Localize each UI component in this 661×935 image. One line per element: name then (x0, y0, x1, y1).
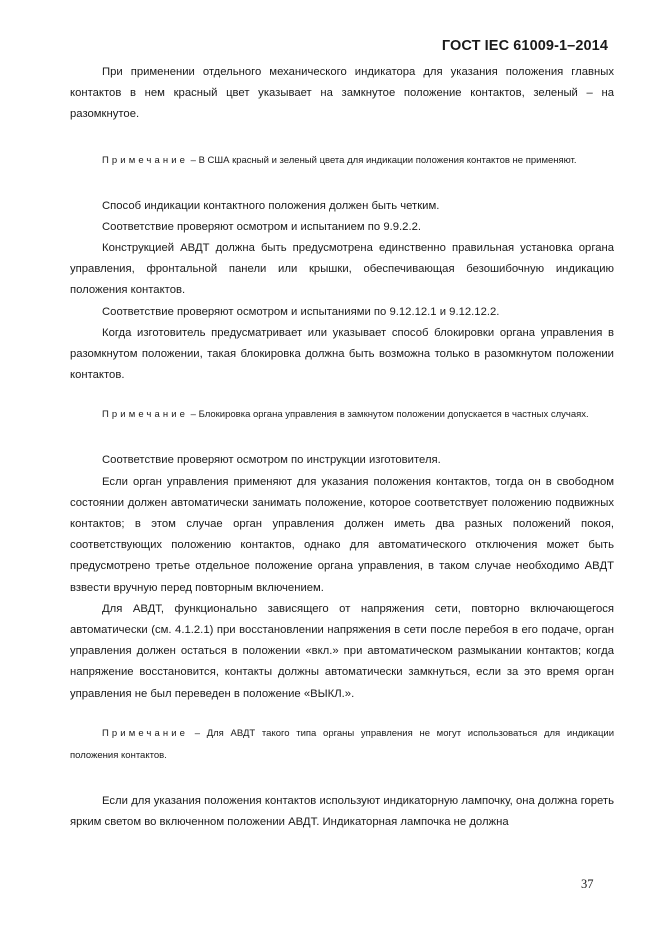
paragraph-compliance-9-12-12: Соответствие проверяют осмотром и испытаниями по 9.12.12.1 и 9.12.12.2. (102, 305, 500, 318)
paragraph-indicator-lamp: Если для указания положения контактов используют индикаторную лампочку, она должна гореть ярким светом во включенном положении АВДТ. Индикаторная лампочка не должна (70, 794, 614, 829)
paragraph-design-installation: Конструкцией АВДТ должна быть предусмотрена единственно правильная установка органа управления, фронтальной панели или крышки, обеспечивающая безошибочную индикацию положения контактов. (70, 242, 614, 297)
note-text: – Для АВДТ такого типа органы управления не могут использоваться для индикации положения контактов. (70, 727, 615, 761)
note-operating-means (70, 723, 614, 767)
paragraph-operating-means: Если орган управления применяют для указания положения контактов, тогда он в свободном состоянии должен автоматически занимать положение, которое соответствует положению подвижных контактов; в этом случае орган управления должен иметь два разных положений покоя, соответствующих положению контактов, однако для автоматического отключения может быть предусмотрено третье отдельное положение органа управления, в таком случае необходимо АВДТ взвести вручную перед повторным включением. (70, 475, 614, 594)
paragraph-compliance-instructions: Соответствие проверяют осмотром по инструкции изготовителя. (102, 454, 441, 467)
paragraph-indication-clear: Способ индикации контактного положения должен быть четким. (102, 199, 440, 212)
note-label: Примечание (102, 409, 188, 421)
paragraph-voltage-dependent: Для АВДТ, функционально зависящего от напряжения сети, повторно включающегося автоматически (см. 4.1.2.1) при восстановлении напряжения в сети после перебоя в его подаче, орган управления должен остаться в положении «вкл.» при автоматическом размыкании контактов; когда напряжение восстановится, контакты должны автоматически замкнуться, если за это время орган управления не был переведен в положение «ВЫКЛ.». (70, 602, 614, 700)
paragraph-compliance-9-9-2-2: Соответствие проверяют осмотром и испытанием по 9.9.2.2. (102, 220, 421, 233)
paragraph-locking: Когда изготовитель предусматривает или указывает способ блокировки органа управления в разомкнутом положении, такая блокировка должна быть возможна только в разомкнутом положении контактов. (70, 326, 614, 382)
note-text: – В США красный и зеленый цвета для индикации положения контактов не применяют. (190, 154, 577, 166)
paragraph-red-green-indicator: При применении отдельного механического индикатора для указания положения главных контактов в нем красный цвет указывает на замкнутое положение контактов, зеленый – на разомкнутое. (70, 66, 614, 121)
note-label: Примечание (102, 154, 188, 166)
page-body (70, 62, 614, 833)
note-text: – Блокировка органа управления в замкнутом положении допускается в частных случаях. (190, 409, 589, 421)
page-number: 37 (581, 877, 594, 891)
note-label: Примечание (102, 727, 188, 739)
document-header: ГОСТ IEC 61009-1–2014 (441, 38, 608, 54)
note-usa (70, 150, 614, 172)
note-locking (70, 404, 614, 426)
